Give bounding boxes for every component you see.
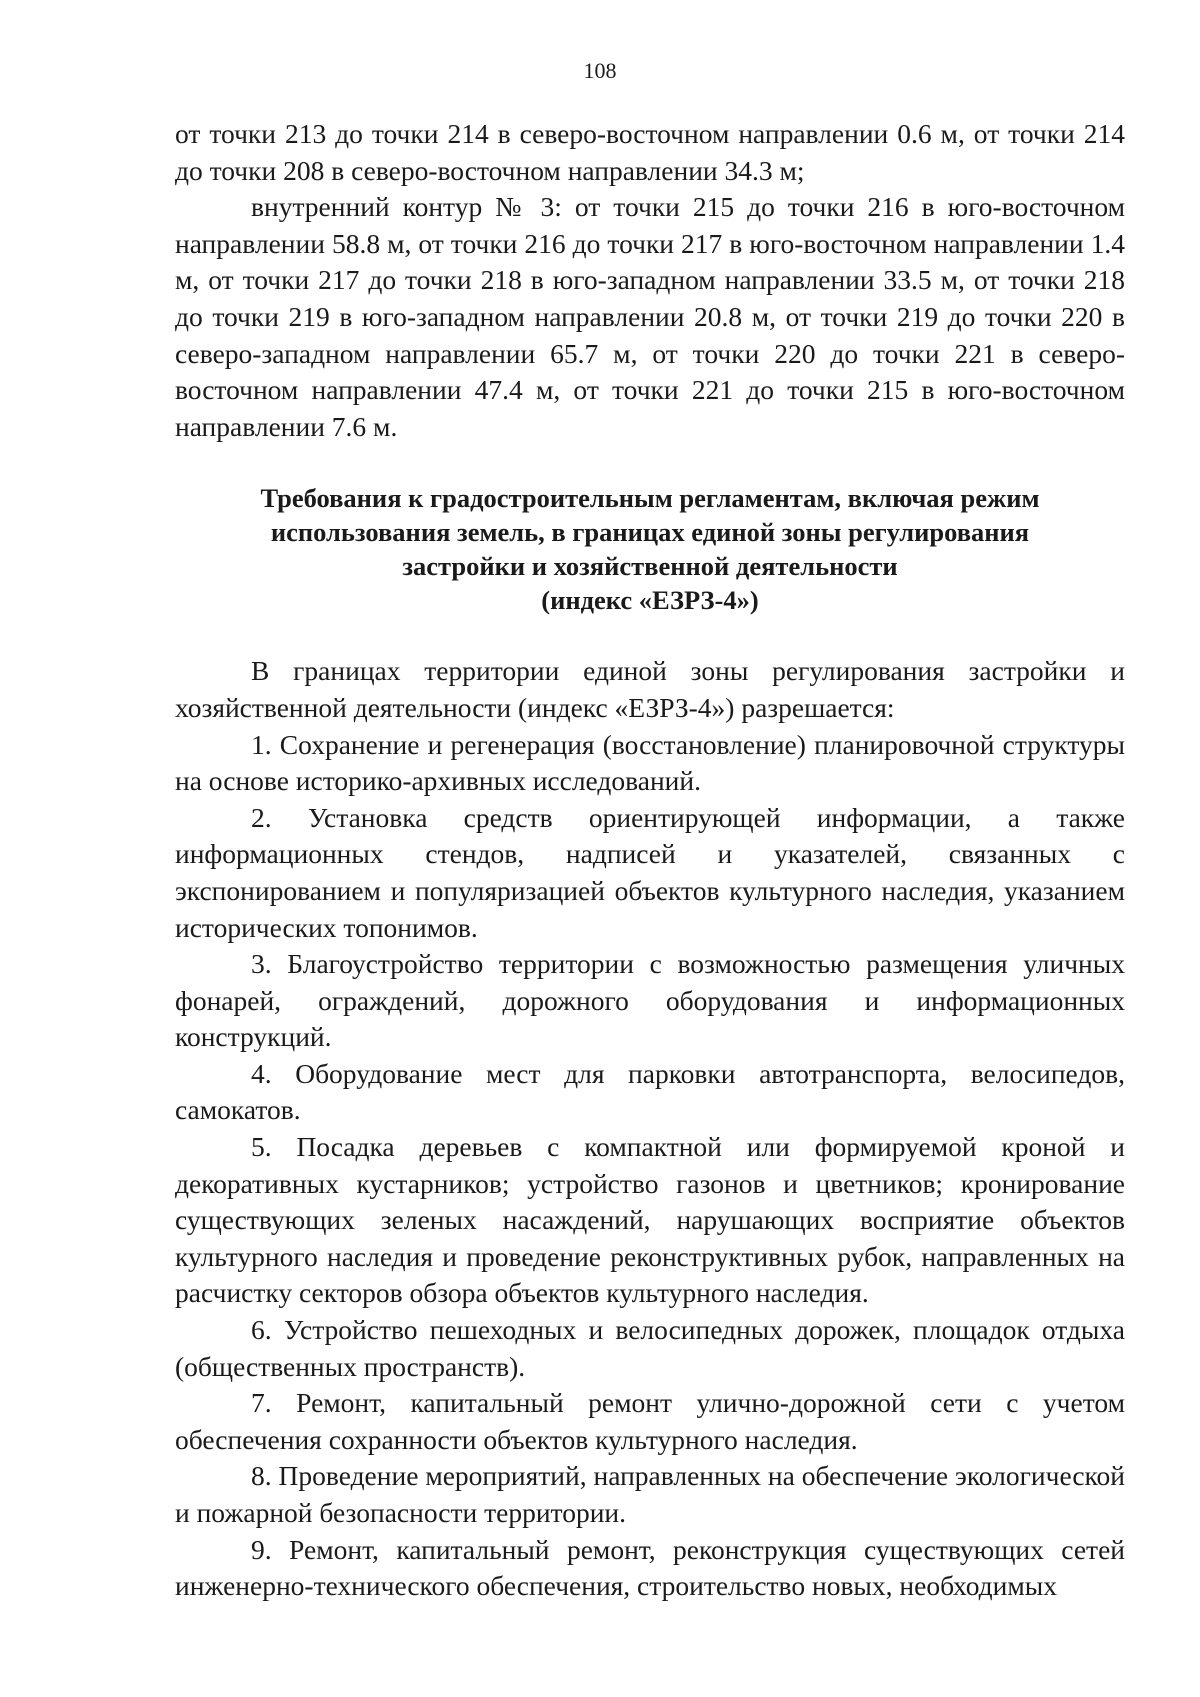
list-item: 3. Благоустройство территории с возможностью размещения уличных фонарей, ограждений, дорожного оборудования и информационных конструкций. xyxy=(175,948,1125,1053)
list-item: 2. Установка средств ориентирующей информации, а также информационных стендов, надписей и указателей, связанных с экспонированием и популяризацией объектов культурного наследия, указанием исторических топонимов. xyxy=(175,801,1125,943)
intro-paragraph: В границах территории единой зоны регулирования застройки и хозяйственной деятельности (индекс «ЕЗРЗ-4») разрешается: xyxy=(175,655,1125,723)
text-column xyxy=(175,116,1125,1605)
inner-contour-paragraph: внутренний контур № 3: от точки 215 до точки 216 в юго-восточном направлении 58.8 м, от точки 216 до точки 217 в юго-восточном направлении 1.4 м, от точки 217 до точки 218 в юго-западном направлении 33.5 м, от точки 218 до точки 219 в юго-западном направлении 20.8 м, от точки 219 до точки 220 в северо-западном направлении 65.7 м, от точки 220 до точки 221 в северо-восточном направлении 47.4 м, от точки 221 до точки 215 в юго-восточном направлении 7.6 м. xyxy=(175,191,1125,442)
heading-index: (индекс «ЕЗРЗ-4») xyxy=(541,585,759,616)
heading-line: использования земель, в границах единой зоны регулирования xyxy=(270,517,1030,548)
list-item: 6. Устройство пешеходных и велосипедных дорожек, площадок отдыха (общественных пространств). xyxy=(175,1314,1125,1382)
list-item: 7. Ремонт, капитальный ремонт улично-дорожной сети с учетом обеспечения сохранности объектов культурного наследия. xyxy=(175,1387,1125,1455)
list-item: 9. Ремонт, капитальный ремонт, реконструкция существующих сетей инженерно-технического обеспечения, строительство новых, необходимых xyxy=(175,1533,1125,1602)
list-item: 8. Проведение мероприятий, направленных на обеспечение экологической и пожарной безопасности территории. xyxy=(175,1460,1125,1528)
heading-line: застройки и хозяйственной деятельности xyxy=(402,551,898,582)
list-item: 5. Посадка деревьев с компактной или формируемой кроной и декоративных кустарников; устройство газонов и цветников; кронирование существующих зеленых насаждений, нарушающих восприятие объектов культурного наследия и проведение реконструктивных рубок, направленных на расчистку секторов обзора объектов культурного наследия. xyxy=(175,1131,1125,1309)
section-heading xyxy=(175,481,1125,617)
list-item: 4. Оборудование мест для парковки автотранспорта, велосипедов, самокатов. xyxy=(175,1057,1125,1126)
continuation-paragraph: от точки 213 до точки 214 в северо-восточном направлении 0.6 м, от точки 214 до точки 208 в северо-восточном направлении 34.3 м; xyxy=(175,118,1125,186)
heading-line: Требования к градостроительным регламентам, включая режим xyxy=(260,483,1040,514)
list-item: 1. Сохранение и регенерация (восстановление) планировочной структуры на основе историко-архивных исследований. xyxy=(175,728,1125,797)
page-number: 108 xyxy=(583,58,617,83)
